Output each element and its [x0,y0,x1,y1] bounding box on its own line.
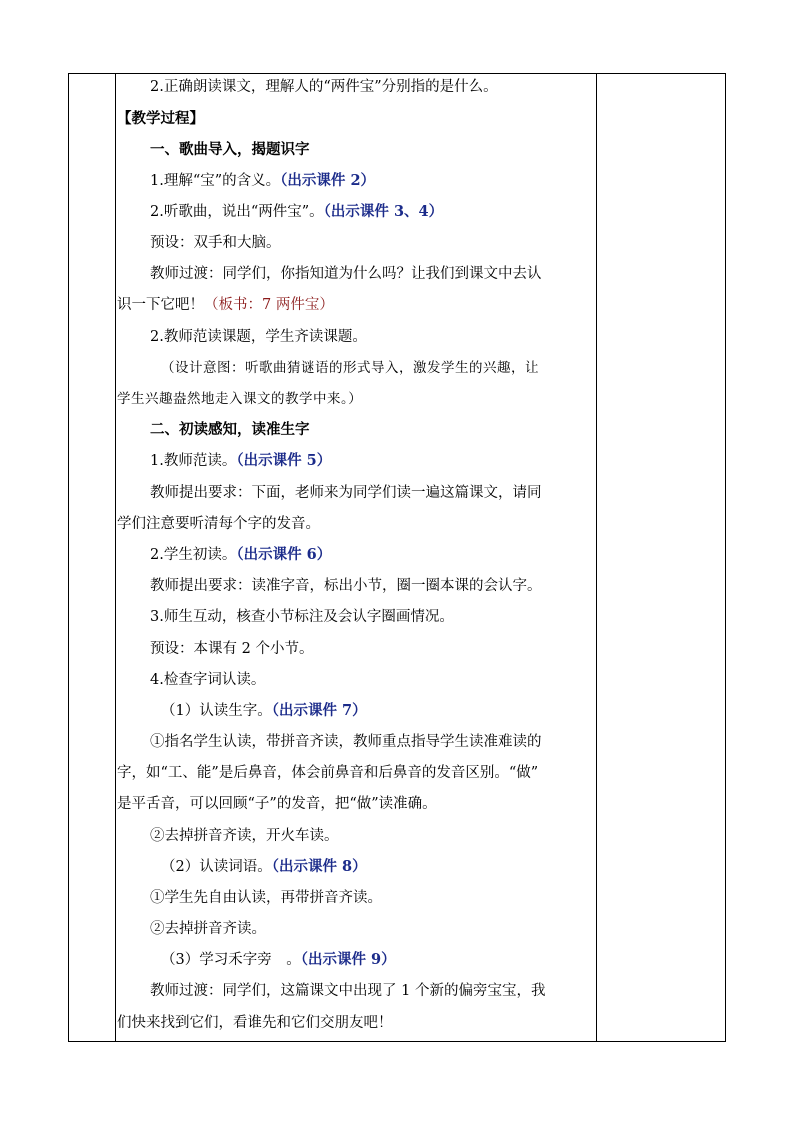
courseware-ref: （出示课件 2） [280,172,376,189]
text-line: 1.教师范读。（出示课件 5） [150,452,332,469]
text-line: ①学生先自由认读，再带拼音齐读。 [150,890,382,906]
courseware-ref: （出示课件 6） [236,546,332,563]
table-column-divider-right [596,74,597,1041]
text-line: 教师过渡：同学们，你指知道为什么吗？让我们到课文中去认 [150,266,542,282]
section-heading-teaching-process: 【教学过程】 [117,110,204,127]
courseware-ref: （出示课件 8） [271,858,367,875]
text-line: 字，如“工、能”是后鼻音，体会前鼻音和后鼻音的发音区别。“做” [117,765,539,781]
text-line: 2.听歌曲，说出“两件宝”。（出示课件 3、4） [150,203,444,220]
text-line: 教师提出要求：下面，老师来为同学们读一遍这篇课文，请同 [150,485,542,501]
text-line: 1.理解“宝”的含义。（出示课件 2） [150,172,376,189]
text-line: 教师过渡：同学们，这篇课文中出现了 1 个新的偏旁宝宝，我 [150,983,546,999]
objective-2: 2.正确朗读课文，理解人的“两件宝”分别指的是什么。 [150,79,498,95]
text-line: 4.检查字词认读。 [150,672,266,688]
design-intent: （设计意图：听歌曲猜谜语的形式导入，激发学生的兴趣，让 [161,360,539,376]
courseware-ref: （出示课件 5） [236,452,332,469]
text-line: ②去掉拼音齐读，开火车读。 [150,828,339,844]
text-line: 2.学生初读。（出示课件 6） [150,546,332,563]
courseware-ref: （出示课件 9） [300,951,396,968]
table-column-divider-left [115,74,116,1041]
text-line: （3）学习禾字旁 。（出示课件 9） [161,951,396,968]
text-line: 预设：双手和大脑。 [150,235,281,251]
text-line: （2）认读词语。（出示课件 8） [161,858,367,875]
board-writing: （板书：7 两件宝） [204,297,334,313]
courseware-ref: （出示课件 7） [271,702,367,719]
text-line: ②去掉拼音齐读。 [150,921,266,937]
text-line: （1）认读生字。（出示课件 7） [161,702,367,719]
text-line: 识一下它吧！（板书：7 两件宝） [117,297,334,313]
text-line: 2.教师范读课题，学生齐读课题。 [150,329,367,345]
step-2-heading: 二、初读感知，读准生字 [150,421,310,438]
text-line: 3.师生互动，核查小节标注及会认字圈画情况。 [150,609,454,625]
text-line: ①指名学生认读，带拼音齐读，教师重点指导学生读准难读的 [150,734,542,750]
text-line: 是平舌音，可以回顾“子”的发音，把“做”读准确。 [117,796,437,812]
courseware-ref: （出示课件 3、4） [323,203,444,220]
text-line: 预设：本课有 2 个小节。 [150,641,314,657]
text-line: 学们注意要听清每个字的发音。 [117,516,320,532]
text-line: 教师提出要求：读准字音，标出小节，圈一圈本课的会认字。 [150,578,542,594]
design-intent: 学生兴趣盎然地走入课文的教学中来。） [117,391,363,407]
text-line: 们快来找到它们，看谁先和它们交朋友吧！ [117,1015,393,1031]
step-1-heading: 一、歌曲导入，揭题识字 [150,141,310,158]
